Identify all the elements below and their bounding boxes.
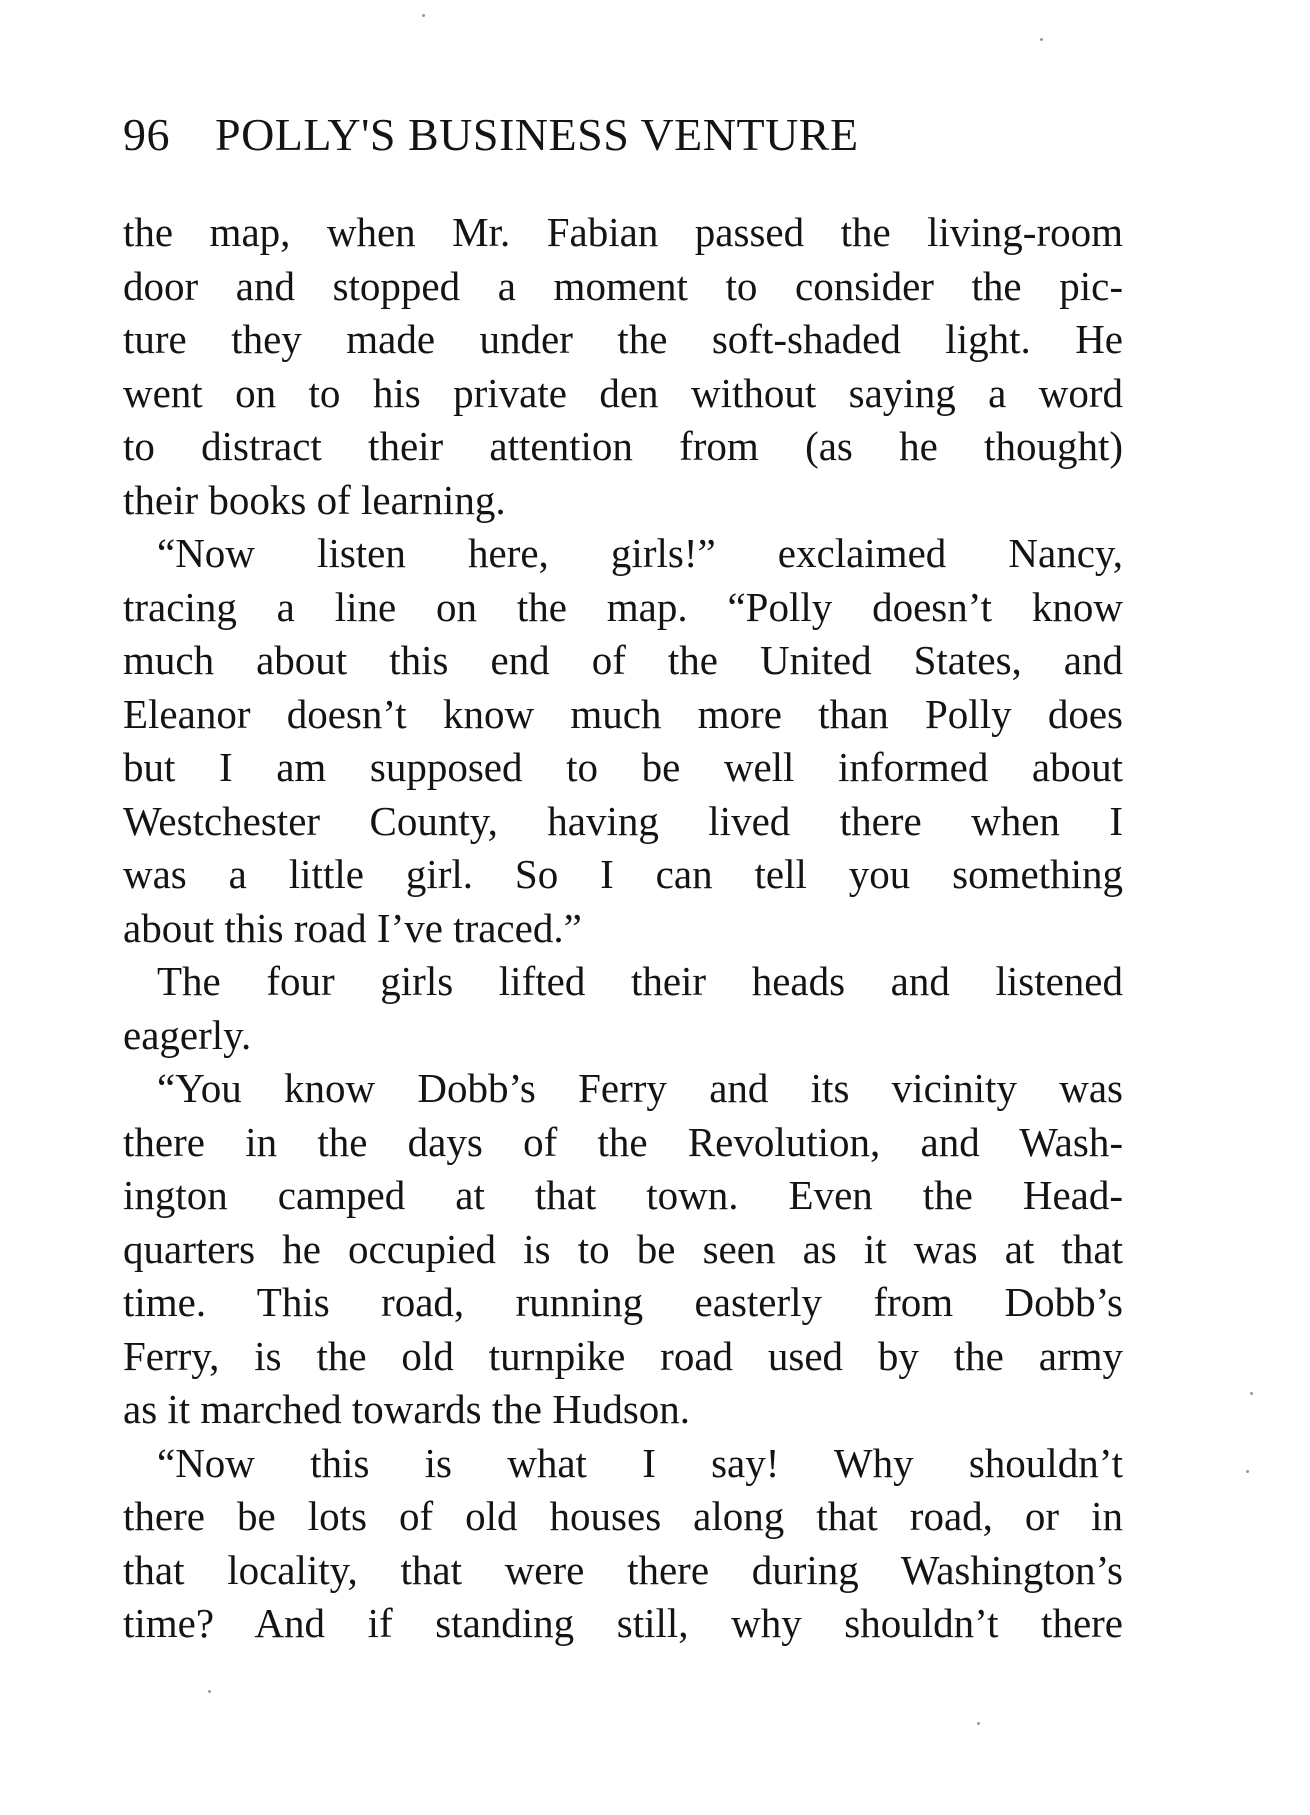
- text-line: that locality, that were there during Washington’s: [123, 1546, 1123, 1593]
- text-line: “You know Dobb’s Ferry and its vicinity was: [157, 1065, 1123, 1111]
- scan-speck: [208, 1690, 211, 1693]
- running-head: [123, 100, 859, 170]
- text-line: eagerly.: [123, 1011, 252, 1058]
- paragraph: [123, 206, 1123, 527]
- text-line: tracing a line on the map. “Polly doesn’t know: [123, 583, 1123, 630]
- text-line: “Now this is what I say! Why shouldn’t: [157, 1439, 1123, 1486]
- text-line: Ferry, is the old turnpike road used by the army: [123, 1332, 1123, 1379]
- text-line: about this road I’ve traced.”: [123, 904, 582, 951]
- scan-speck: [1246, 1470, 1249, 1473]
- text-line: went on to his private den without saying a word: [123, 369, 1123, 416]
- scan-speck: [1040, 38, 1043, 41]
- body-text: [123, 206, 1123, 1651]
- paragraph: [123, 1062, 1123, 1437]
- text-line: “Now listen here, girls!” exclaimed Nancy,: [157, 530, 1123, 576]
- paragraph: [123, 527, 1123, 955]
- running-title: POLLY'S BUSINESS VENTURE: [215, 109, 859, 160]
- text-line: but I am supposed to be well informed about: [123, 744, 1123, 790]
- text-line: time? And if standing still, why shouldn’t there: [123, 1600, 1123, 1646]
- text-line: Westchester County, having lived there when I: [123, 797, 1123, 844]
- scan-speck: [1250, 1392, 1253, 1395]
- text-line: Eleanor doesn’t know much more than Polly does: [123, 690, 1123, 737]
- text-line: there be lots of old houses along that road, or in: [123, 1493, 1123, 1539]
- paragraph: [123, 955, 1123, 1062]
- text-line: much about this end of the United States, and: [123, 637, 1123, 683]
- text-line: ture they made under the soft-shaded light. He: [123, 316, 1123, 362]
- text-line: time. This road, running easterly from Dobb’s: [123, 1279, 1123, 1325]
- text-line: their books of learning.: [123, 476, 506, 523]
- text-line: was a little girl. So I can tell you something: [123, 851, 1123, 897]
- page-number: 96: [123, 109, 170, 160]
- text-line: quarters he occupied is to be seen as it was at that: [123, 1225, 1123, 1272]
- text-line: as it marched towards the Hudson.: [123, 1386, 691, 1432]
- paragraph: [123, 1437, 1123, 1651]
- text-line: The four girls lifted their heads and listened: [157, 958, 1123, 1004]
- scan-speck: [422, 14, 425, 17]
- text-line: to distract their attention from (as he thought): [123, 423, 1123, 469]
- text-line: there in the days of the Revolution, and Wash-: [123, 1118, 1123, 1165]
- text-line: ington camped at that town. Even the Head-: [123, 1172, 1123, 1218]
- scan-speck: [977, 1722, 980, 1725]
- text-line: door and stopped a moment to consider the pic-: [123, 262, 1123, 309]
- text-line: the map, when Mr. Fabian passed the living-room: [123, 209, 1123, 255]
